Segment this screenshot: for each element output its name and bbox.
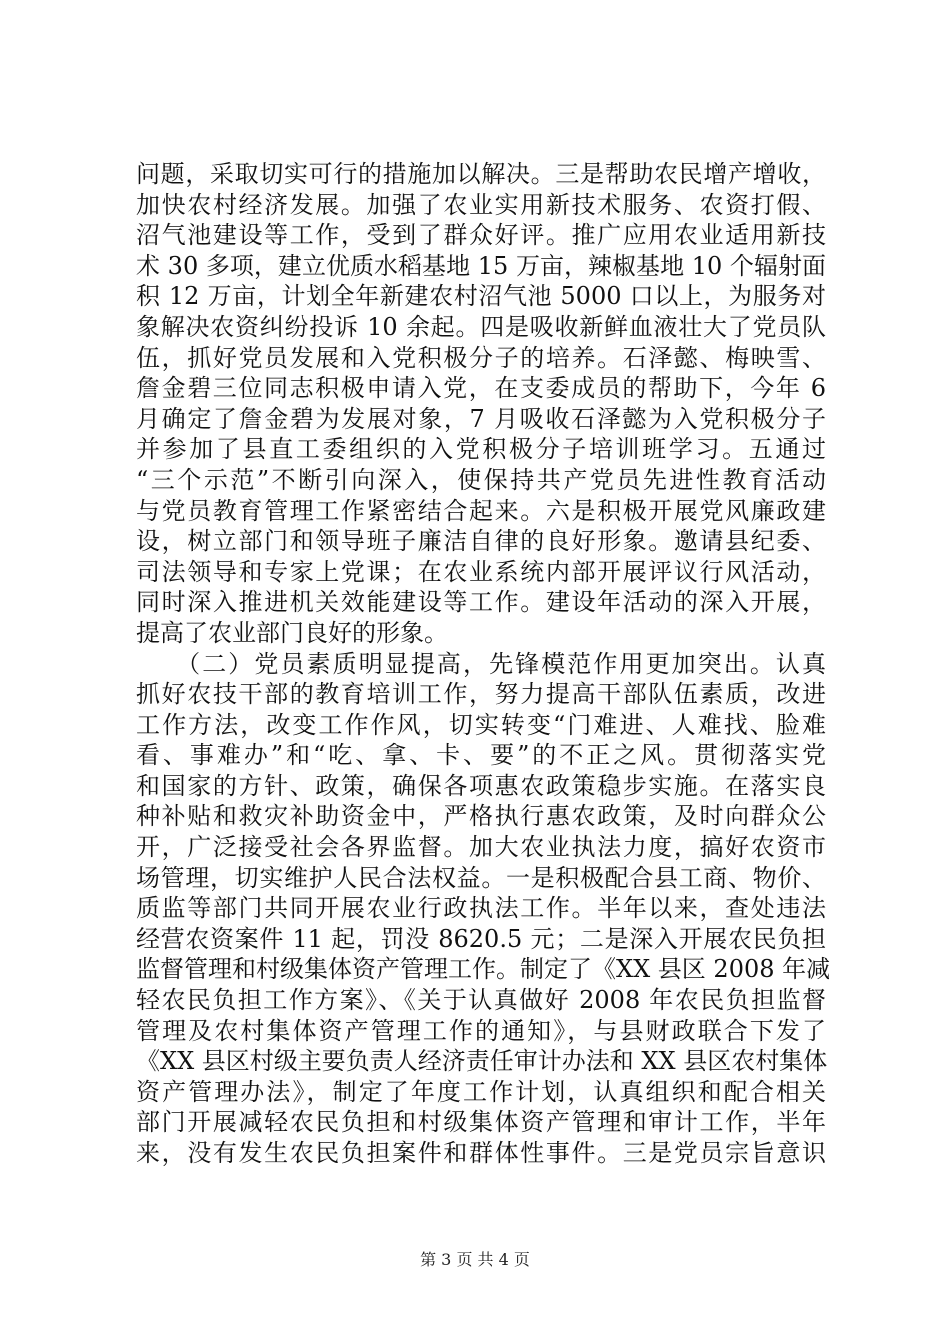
text-line: 质监等部门共同开展农业行政执法工作。半年以来，查处违法 xyxy=(136,894,826,923)
text-line: 来，没有发生农民负担案件和群体性事件。三是党员宗旨意识 xyxy=(136,1139,826,1167)
body-text xyxy=(136,159,831,1169)
text-line: 轻农民负担工作方案》、《关于认真做好 2008 年农民负担监督 xyxy=(136,986,826,1015)
text-line: 积 12 万亩，计划全年新建农村沼气池 5000 口以上，为服务对 xyxy=(136,282,826,311)
text-line: 与党员教育管理工作紧密结合起来。六是积极开展党风廉政建 xyxy=(136,496,826,525)
text-line: 加快农村经济发展。加强了农业实用新技术服务、农资打假、 xyxy=(136,190,826,219)
text-line: “三个示范”不断引向深入，使保持共产党员先进性教育活动 xyxy=(136,465,826,494)
text-line: 和国家的方针、政策，确保各项惠农政策稳步实施。在落实良 xyxy=(136,771,826,800)
text-line: 部门开展减轻农民负担和村级集体资产管理和审计工作，半年 xyxy=(136,1108,826,1137)
text-line: 场管理，切实维护人民合法权益。一是积极配合县工商、物价、 xyxy=(136,863,826,892)
text-line: 种补贴和救灾补助资金中，严格执行惠农政策，及时向群众公 xyxy=(136,802,826,831)
text-line: 象解决农资纠纷投诉 10 余起。四是吸收新鲜血液壮大了党员队 xyxy=(136,312,826,341)
text-line: 抓好农技干部的教育培训工作，努力提高干部队伍素质，改进 xyxy=(136,680,826,709)
text-line: 管理及农村集体资产管理工作的通知》，与县财政联合下发了 xyxy=(136,1016,826,1045)
text-line: 伍，抓好党员发展和入党积极分子的培养。石泽懿、梅映雪、 xyxy=(136,343,826,372)
text-line: 问题，采取切实可行的措施加以解决。三是帮助农民增产增收， xyxy=(136,160,826,188)
text-line: 月确定了詹金碧为发展对象，7 月吸收石泽懿为入党积极分子 xyxy=(136,404,826,433)
text-line: 司法领导和专家上党课；在农业系统内部开展评议行风活动， xyxy=(136,557,826,586)
section-heading-line: （二）党员素质明显提高，先锋模范作用更加突出。认真 xyxy=(136,649,826,678)
text-line: 工作方法，改变工作作风，切实转变“门难进、人难找、脸难 xyxy=(136,710,826,739)
text-line: 沼气池建设等工作，受到了群众好评。推广应用农业适用新技 xyxy=(136,221,826,250)
text-line: 经营农资案件 11 起，罚没 8620.5 元；二是深入开展农民负担 xyxy=(136,924,826,953)
text-line: 詹金碧三位同志积极申请入党，在支委成员的帮助下，今年 6 xyxy=(136,374,826,403)
text-line: 设，树立部门和领导班子廉洁自律的良好形象。邀请县纪委、 xyxy=(136,527,826,556)
text-line: 提高了农业部门良好的形象。 xyxy=(136,618,448,647)
text-line: 同时深入推进机关效能建设等工作。建设年活动的深入开展， xyxy=(136,588,826,617)
text-line: 看、事难办”和“吃、拿、卡、要”的不正之风。贯彻落实党 xyxy=(136,741,826,770)
text-line: 监督管理和村级集体资产管理工作。制定了《XX 县区 2008 年减 xyxy=(136,955,831,984)
text-line: 资产管理办法》，制定了年度工作计划，认真组织和配合相关 xyxy=(136,1077,826,1106)
text-line: 术 30 多项，建立优质水稻基地 15 万亩，辣椒基地 10 个辐射面 xyxy=(136,251,826,280)
text-line: 《XX 县区村级主要负责人经济责任审计办法和 XX 县区农村集体 xyxy=(136,1047,828,1076)
page-number-footer: 第 3 页 共 4 页 xyxy=(420,1250,530,1269)
text-line: 并参加了县直工委组织的入党积极分子培训班学习。五通过 xyxy=(136,435,826,464)
text-line: 开，广泛接受社会各界监督。加大农业执法力度，搞好农资市 xyxy=(136,833,826,862)
